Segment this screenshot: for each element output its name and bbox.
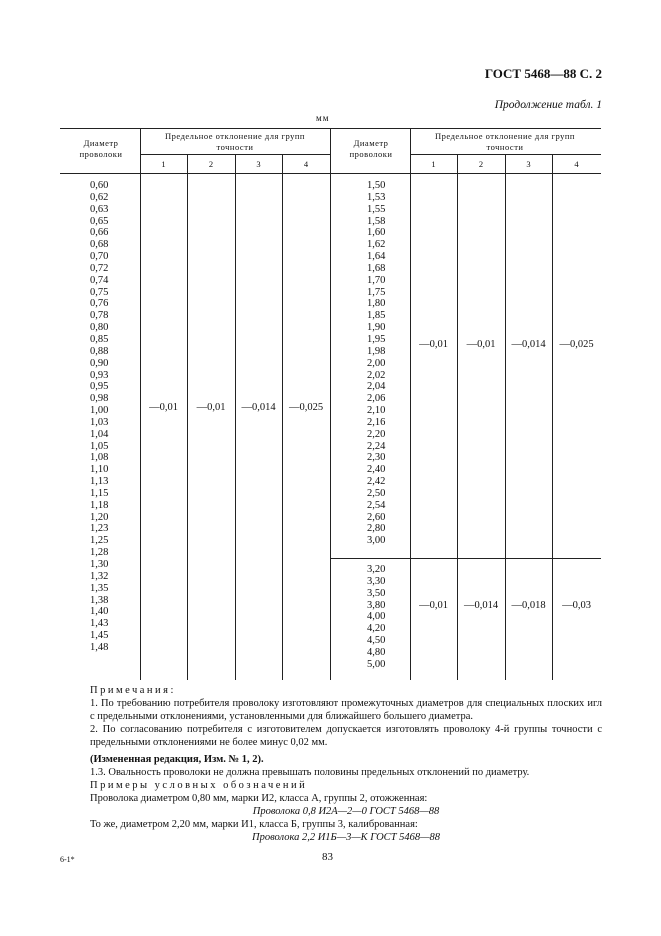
- right-deviation-b-g3: —0,018: [511, 600, 546, 611]
- right-group-3-label: 3: [526, 159, 531, 169]
- note-1: [90, 697, 602, 723]
- left-group-1-label: 1: [161, 159, 166, 169]
- right-diameter-header: Диаметр проволоки: [349, 138, 393, 159]
- page-header: ГОСТ 5468—88 С. 2: [484, 66, 602, 81]
- examples-title: Примеры условных обозначений: [90, 780, 308, 791]
- table-continuation-label: Продолжение табл. 1: [494, 99, 602, 111]
- left-deviation-g3: —0,014: [241, 402, 276, 413]
- notes-title: Примечания:: [90, 685, 176, 696]
- right-deviation-a-g3: —0,014: [511, 339, 546, 350]
- notes-section: [90, 684, 602, 844]
- right-group-1-label: 1: [431, 159, 436, 169]
- page-number: 83: [322, 851, 333, 863]
- note-2: [90, 723, 602, 749]
- right-deviation-a-g2: —0,01: [466, 339, 496, 350]
- right-diameter-list-a: 1,50 1,53 1,55 1,58 1,60 1,62 1,64 1,68 1,70 1,75 1,80 1,85 1,90 1,95 1,98 2,00 2,02 2,04 2,06 2,10 2,16 2,20 2,24 2,30 2,40 2,42 2,50 2,54 2,60 2,80 3,00: [367, 180, 386, 547]
- left-group-2-label: 2: [208, 159, 214, 169]
- example-1-code: Проволока 0,8 И2А—2—0 ГОСТ 5468—88: [252, 806, 440, 817]
- note-2-text: 2. По согласованию потребителя с изготовителем допускается изготовлять проволоку 4-й группы точности с предельными отклонениями не более минус 0,02 мм.: [90, 724, 602, 748]
- left-deviation-header: Предельное отклонение для групп точности: [165, 131, 305, 152]
- vline-5: [330, 128, 331, 680]
- right-group-2-label: 2: [478, 159, 484, 169]
- right-deviation-a-g4: —0,025: [559, 339, 594, 350]
- right-group-divider-rule: [330, 558, 601, 559]
- left-group-3-label: 3: [256, 159, 261, 169]
- left-deviation-g4: —0,025: [288, 402, 324, 413]
- example-2-code: Проволока 2,2 И1Б—3—К ГОСТ 5468—88: [252, 832, 440, 843]
- right-deviation-a-g1: —0,01: [419, 339, 448, 350]
- note-1-text: 1. По требованию потребителя проволоку изготовляют промежуточных диаметров для специальных плоских игл с предельными отклонениями, установленными для ближайшего большего диаметра.: [90, 698, 602, 722]
- vline-4: [282, 154, 283, 680]
- tolerance-table: [60, 128, 601, 680]
- clause-1-3: 1.3. Овальность проволоки не должна превышать половины предельных отклонений по диаметру.: [90, 767, 530, 778]
- footer-signature: 6-1*: [60, 855, 75, 864]
- left-deviation-g2: —0,01: [196, 402, 226, 413]
- right-deviation-b-g2: —0,014: [463, 600, 499, 611]
- left-deviation-g1: —0,01: [149, 402, 178, 413]
- right-deviation-b-g4: —0,03: [562, 600, 591, 611]
- left-diameter-list: 0,60 0,62 0,63 0,65 0,66 0,68 0,70 0,72 0,74 0,75 0,76 0,78 0,80 0,85 0,88 0,90 0,93 0,95 0,98 1,00 1,03 1,04 1,05 1,08 1,10 1,13 1,15 1,18 1,20 1,23 1,25 1,28 1,30 1,32 1,35 1,38 1,40 1,43 1,45 1,48: [90, 180, 109, 653]
- right-group-4-label: 4: [574, 159, 579, 169]
- amendment-note: (Измененная редакция, Изм. № 1, 2).: [90, 754, 264, 765]
- right-diameter-list-b: 3,20 3,30 3,50 3,80 4,00 4,20 4,50 4,80 5,00: [367, 564, 386, 670]
- example-2-text: То же, диаметром 2,20 мм, марки И1, класса Б, группы 3, калиброванная:: [90, 819, 418, 830]
- vline-6: [410, 128, 411, 680]
- left-diameter-header: Диаметр проволоки: [79, 138, 123, 159]
- right-deviation-b-g1: —0,01: [419, 600, 448, 611]
- vline-3: [235, 154, 236, 680]
- example-1-text: Проволока диаметром 0,80 мм, марки И2, класса А, группы 2, отожженная:: [90, 793, 428, 804]
- right-deviation-header: Предельное отклонение для групп точности: [435, 131, 575, 152]
- vline-2: [187, 154, 188, 680]
- units-label: мм: [316, 113, 330, 123]
- left-group-4-label: 4: [303, 159, 309, 169]
